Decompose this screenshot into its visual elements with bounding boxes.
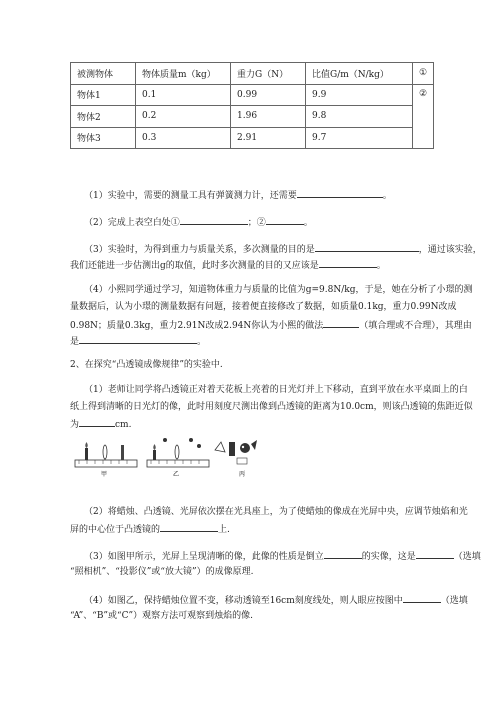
punct: 。	[197, 337, 207, 347]
q1-part3-line1	[84, 242, 482, 256]
punct: 。	[376, 261, 386, 271]
q2-part3-text-a: （3）如图甲所示，光屏上呈现清晰的像，此像的性质是倒立	[84, 552, 324, 562]
lens-experiment-figure	[73, 436, 283, 488]
table-row	[71, 84, 434, 106]
q2-title: 2、在探究“凸透镜成像规律”的实验中.	[70, 360, 223, 370]
q2-part4-line2: “A”、“B”或“C”）观察方法可观察到烛焰的像.	[70, 611, 253, 621]
table-header-cell: 物体质量m（kg）	[136, 63, 231, 85]
blank-marker-2: ②	[413, 84, 434, 149]
table-cell: 物体3	[71, 127, 136, 149]
table-cell: 9.8	[306, 106, 413, 128]
table-row	[71, 127, 434, 149]
table-cell: 0.3	[136, 127, 231, 149]
table-cell: 0.99	[231, 84, 306, 106]
table-header-cell: 被测物体	[71, 63, 136, 85]
answer-blank[interactable]	[324, 549, 362, 559]
q1-part2-mid: ；②	[247, 218, 266, 228]
blank-marker-1: ①	[413, 63, 434, 85]
q1-part2-text: （2）完成上表空白处①	[84, 218, 180, 228]
q1-part4-line1: （4）小熙同学通过学习，知道物体重力与质量的比值为g=9.8N/kg，于是，她在分析了小璟的测	[84, 285, 473, 295]
table-cell: 0.2	[136, 106, 231, 128]
table-header-cell: 重力G（N）	[231, 63, 306, 85]
punct: 上.	[218, 525, 230, 535]
bench-a	[75, 442, 137, 467]
q2-part2-line1: （2）将蜡烛、凸透镜、光屏依次摆在光具座上，为了使蜡烛的像成在光屏中央，应调节烛焰和光	[84, 507, 468, 517]
q1-part3-text-c: 我们还能进一步估测出g的取值，此时多次测量的目的又应该是	[70, 261, 319, 271]
table-row	[71, 106, 434, 128]
answer-blank[interactable]	[266, 215, 304, 225]
q1-part3-text-b: ，通过该实验，	[418, 245, 482, 255]
answer-blank[interactable]	[79, 417, 115, 427]
answer-blank[interactable]	[416, 549, 454, 559]
q2-part3-line1	[84, 549, 481, 563]
table-cell: 9.9	[306, 84, 413, 106]
answer-blank[interactable]	[180, 215, 248, 225]
q2-part2-text-b: 屏的中心位于凸透镜的	[70, 525, 161, 535]
table-cell: 1.96	[231, 106, 306, 128]
q2-part1-text-c: 为	[70, 420, 80, 430]
q1-part4-text-c: 0.98N；质量0.3kg，重力2.91N改成2.94N你认为小熙的做法	[70, 321, 324, 331]
table-cell: 物体1	[71, 84, 136, 106]
q2-part2-line2	[70, 522, 230, 536]
q2-part4-line1	[84, 593, 468, 607]
q1-part4-line2: 量数据后，认为小璟的测量数据有问题，接着便直接修改了数据，如质量0.1kg，重力0.99N改成	[70, 302, 457, 312]
bench-b	[147, 438, 209, 467]
data-table	[70, 62, 434, 149]
table-cell: 物体2	[71, 106, 136, 128]
q2-part3-mid: 的实像，这是	[361, 552, 416, 562]
q2-part1-line3	[70, 417, 131, 431]
answer-blank[interactable]	[79, 334, 197, 344]
answer-blank[interactable]	[323, 318, 359, 328]
punct: 。	[382, 191, 392, 201]
q1-part4-text-e: 是	[70, 337, 80, 347]
fig-label-a: 甲	[101, 471, 108, 478]
fig-label-b: 乙	[173, 471, 180, 478]
q1-part4-line4	[70, 334, 206, 348]
answer-blank[interactable]	[319, 258, 377, 268]
table-cell: 2.91	[231, 127, 306, 149]
answer-blank[interactable]	[315, 242, 419, 252]
fig-label-c: 丙	[239, 471, 246, 478]
q2-part1-line2: 纸上得到清晰的日光灯的像，此时用刻度尺测出像到凸透镜的距离为10.0cm，则该凸透镜的焦距近似	[70, 402, 473, 412]
punct: 。	[303, 218, 313, 228]
answer-blank[interactable]	[297, 188, 383, 198]
q1-part2	[84, 215, 313, 229]
table-header-row	[71, 63, 434, 85]
q2-part1-line1: （1）老师让同学将凸透镜正对着天花板上亮着的日光灯并上下移动，直到平放在水平桌面上的白	[84, 385, 468, 395]
table-cell: 9.7	[306, 127, 413, 149]
q1-part4-line3	[70, 318, 472, 332]
q1-part1	[84, 188, 392, 202]
unit: cm.	[115, 420, 132, 430]
q1-part4-text-d: （填合理或不合理），其理由	[359, 321, 472, 331]
answer-blank[interactable]	[403, 593, 441, 603]
answer-blank[interactable]	[160, 522, 218, 532]
q2-part3-text-b: （选填	[453, 552, 481, 562]
q1-part3-text: （3）实验时，为得到重力与质量关系，多次测量的目的是	[84, 245, 315, 255]
eye-lens-diagram	[215, 440, 257, 464]
table-cell: 0.1	[136, 84, 231, 106]
table-header-cell: 比值G/m（N/kg）	[306, 63, 413, 85]
q2-part3-line2: “照相机”、“投影仪”或“放大镜”）的成像原理.	[70, 567, 254, 577]
q1-part1-text: （1）实验中，需要的测量工具有弹簧测力计，还需要	[84, 191, 297, 201]
q1-part3-line2	[70, 258, 386, 272]
q2-part4-text-b: （选填	[440, 596, 468, 606]
q2-part4-text-a: （4）如图乙，保持蜡烛位置不变，移动透镜至16cm刻度线处，则人眼应按图中	[84, 596, 403, 606]
